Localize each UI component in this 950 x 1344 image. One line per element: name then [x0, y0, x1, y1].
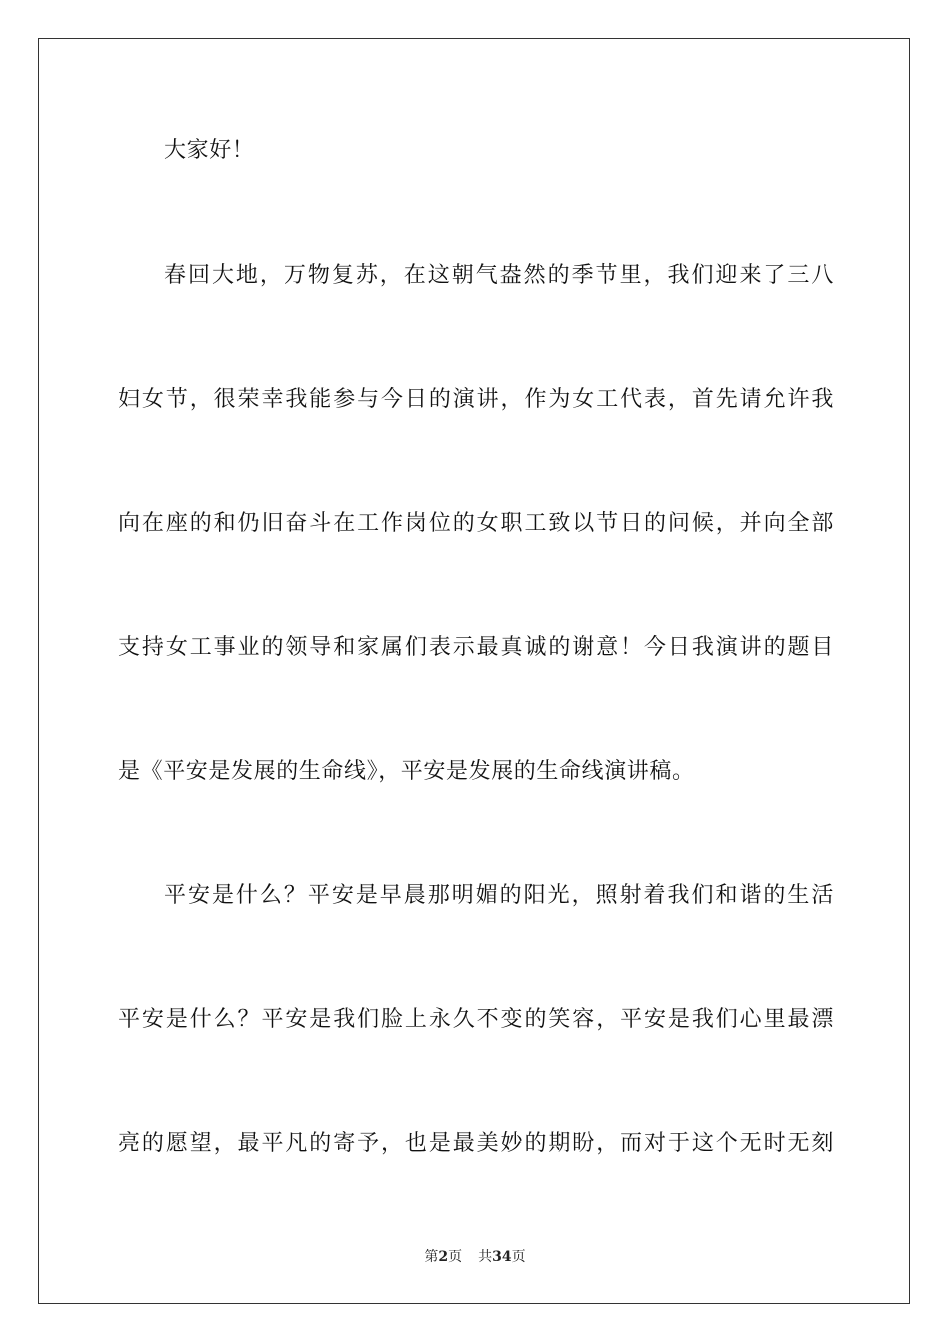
- page-number: 2: [438, 1249, 449, 1265]
- page-border: [38, 38, 910, 1304]
- greeting-line: 大家好！: [164, 138, 255, 163]
- total-prefix: 共: [478, 1249, 493, 1265]
- paragraph-2-line-3: 亮的愿望，最平凡的寄予，也是最美妙的期盼，而对于这个无时无刻: [118, 1131, 834, 1156]
- page-prefix: 第: [424, 1249, 439, 1265]
- paragraph-1-line-4: 支持女工事业的领导和家属们表示最真诚的谢意！今日我演讲的题目: [118, 635, 834, 660]
- page-footer: [0, 1247, 950, 1267]
- total-pages: 34: [492, 1249, 512, 1265]
- paragraph-2-line-1: 平安是什么？平安是早晨那明媚的阳光，照射着我们和谐的生活: [164, 883, 834, 908]
- paragraph-1-line-2: 妇女节，很荣幸我能参与今日的演讲，作为女工代表，首先请允许我: [118, 387, 834, 412]
- paragraph-1-line-3: 向在座的和仍旧奋斗在工作岗位的女职工致以节日的问候，并向全部: [118, 511, 834, 536]
- total-suffix: 页: [511, 1249, 526, 1265]
- paragraph-1-line-5: 是《平安是发展的生命线》，平安是发展的生命线演讲稿。: [118, 759, 695, 784]
- paragraph-1-line-1: 春回大地，万物复苏，在这朝气盎然的季节里，我们迎来了三八: [164, 263, 834, 288]
- paragraph-2-line-2: 平安是什么？平安是我们脸上永久不变的笑容，平安是我们心里最漂: [118, 1007, 834, 1032]
- page-suffix: 页: [448, 1249, 463, 1265]
